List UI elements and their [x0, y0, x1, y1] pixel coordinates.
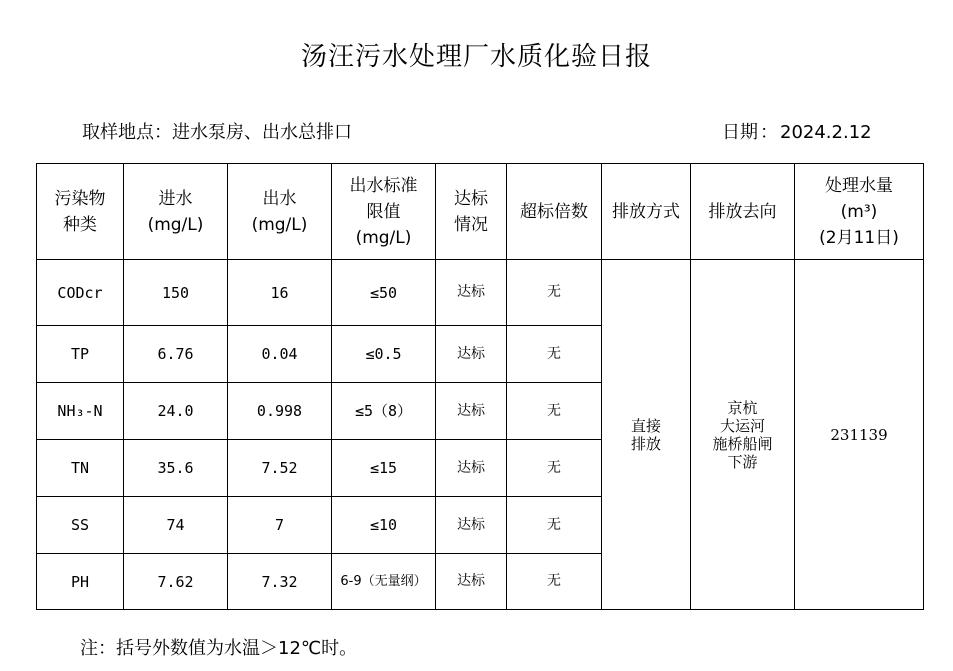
header-inflow: 进水 (mg/L)	[124, 164, 228, 260]
outflow-cell: 16	[228, 260, 332, 326]
pollutant-cell: SS	[37, 497, 124, 554]
limit-cell: ≤5（8）	[332, 383, 436, 440]
inflow-cell: 24.0	[124, 383, 228, 440]
water-quality-table	[36, 163, 924, 610]
header-limit: 出水标准 限值 (mg/L)	[332, 164, 436, 260]
header-treated-volume: 处理水量 (m³) (2月11日)	[795, 164, 924, 260]
inflow-cell: 6.76	[124, 326, 228, 383]
exceed-cell: 无	[507, 260, 602, 326]
sampling-location-value: 进水泵房、出水总排口	[172, 122, 352, 143]
pollutant-cell: PH	[37, 554, 124, 610]
exceed-cell: 无	[507, 440, 602, 497]
status-cell: 达标	[436, 554, 507, 610]
exceed-cell: 无	[507, 497, 602, 554]
header-exceed: 超标倍数	[507, 164, 602, 260]
table-header-row	[37, 164, 924, 260]
inflow-cell: 74	[124, 497, 228, 554]
status-cell: 达标	[436, 260, 507, 326]
status-cell: 达标	[436, 497, 507, 554]
outflow-cell: 0.998	[228, 383, 332, 440]
limit-cell: ≤15	[332, 440, 436, 497]
status-cell: 达标	[436, 440, 507, 497]
status-cell: 达标	[436, 383, 507, 440]
sampling-location	[82, 118, 352, 144]
report-title: 汤汪污水处理厂水质化验日报	[300, 42, 652, 72]
limit-cell: ≤50	[332, 260, 436, 326]
treated-volume-cell: 231139	[795, 260, 924, 610]
exceed-cell: 无	[507, 554, 602, 610]
limit-cell: ≤0.5	[332, 326, 436, 383]
outflow-cell: 7.52	[228, 440, 332, 497]
limit-cell: ≤10	[332, 497, 436, 554]
report-date: 日期 ： 2024.2.12	[722, 122, 872, 143]
header-pollutant: 污染物 种类	[37, 164, 124, 260]
inflow-cell: 35.6	[124, 440, 228, 497]
pollutant-cell: NH₃-N	[37, 383, 124, 440]
header-discharge-method: 排放方式	[602, 164, 691, 260]
outflow-cell: 7	[228, 497, 332, 554]
outflow-cell: 0.04	[228, 326, 332, 383]
outflow-cell: 7.32	[228, 554, 332, 610]
discharge-method-cell: 直接 排放	[602, 260, 691, 610]
exceed-cell: 无	[507, 326, 602, 383]
pollutant-cell: TN	[37, 440, 124, 497]
pollutant-cell: CODcr	[37, 260, 124, 326]
footnote: 注：括号外数值为水温＞12℃时。	[80, 638, 358, 659]
report-date-label: 日期	[722, 122, 758, 143]
pollutant-cell: TP	[37, 326, 124, 383]
table-row	[37, 260, 924, 326]
inflow-cell: 150	[124, 260, 228, 326]
header-discharge-destination: 排放去向	[691, 164, 795, 260]
sampling-location-label: 取样地点：	[82, 122, 172, 143]
report-date-value: 2024.2.12	[780, 122, 872, 143]
inflow-cell: 7.62	[124, 554, 228, 610]
discharge-destination-cell: 京杭 大运河 施桥船闸 下游	[691, 260, 795, 610]
header-status: 达标 情况	[436, 164, 507, 260]
limit-cell: 6-9（无量纲）	[332, 554, 436, 610]
exceed-cell: 无	[507, 383, 602, 440]
status-cell: 达标	[436, 326, 507, 383]
header-outflow: 出水 (mg/L)	[228, 164, 332, 260]
